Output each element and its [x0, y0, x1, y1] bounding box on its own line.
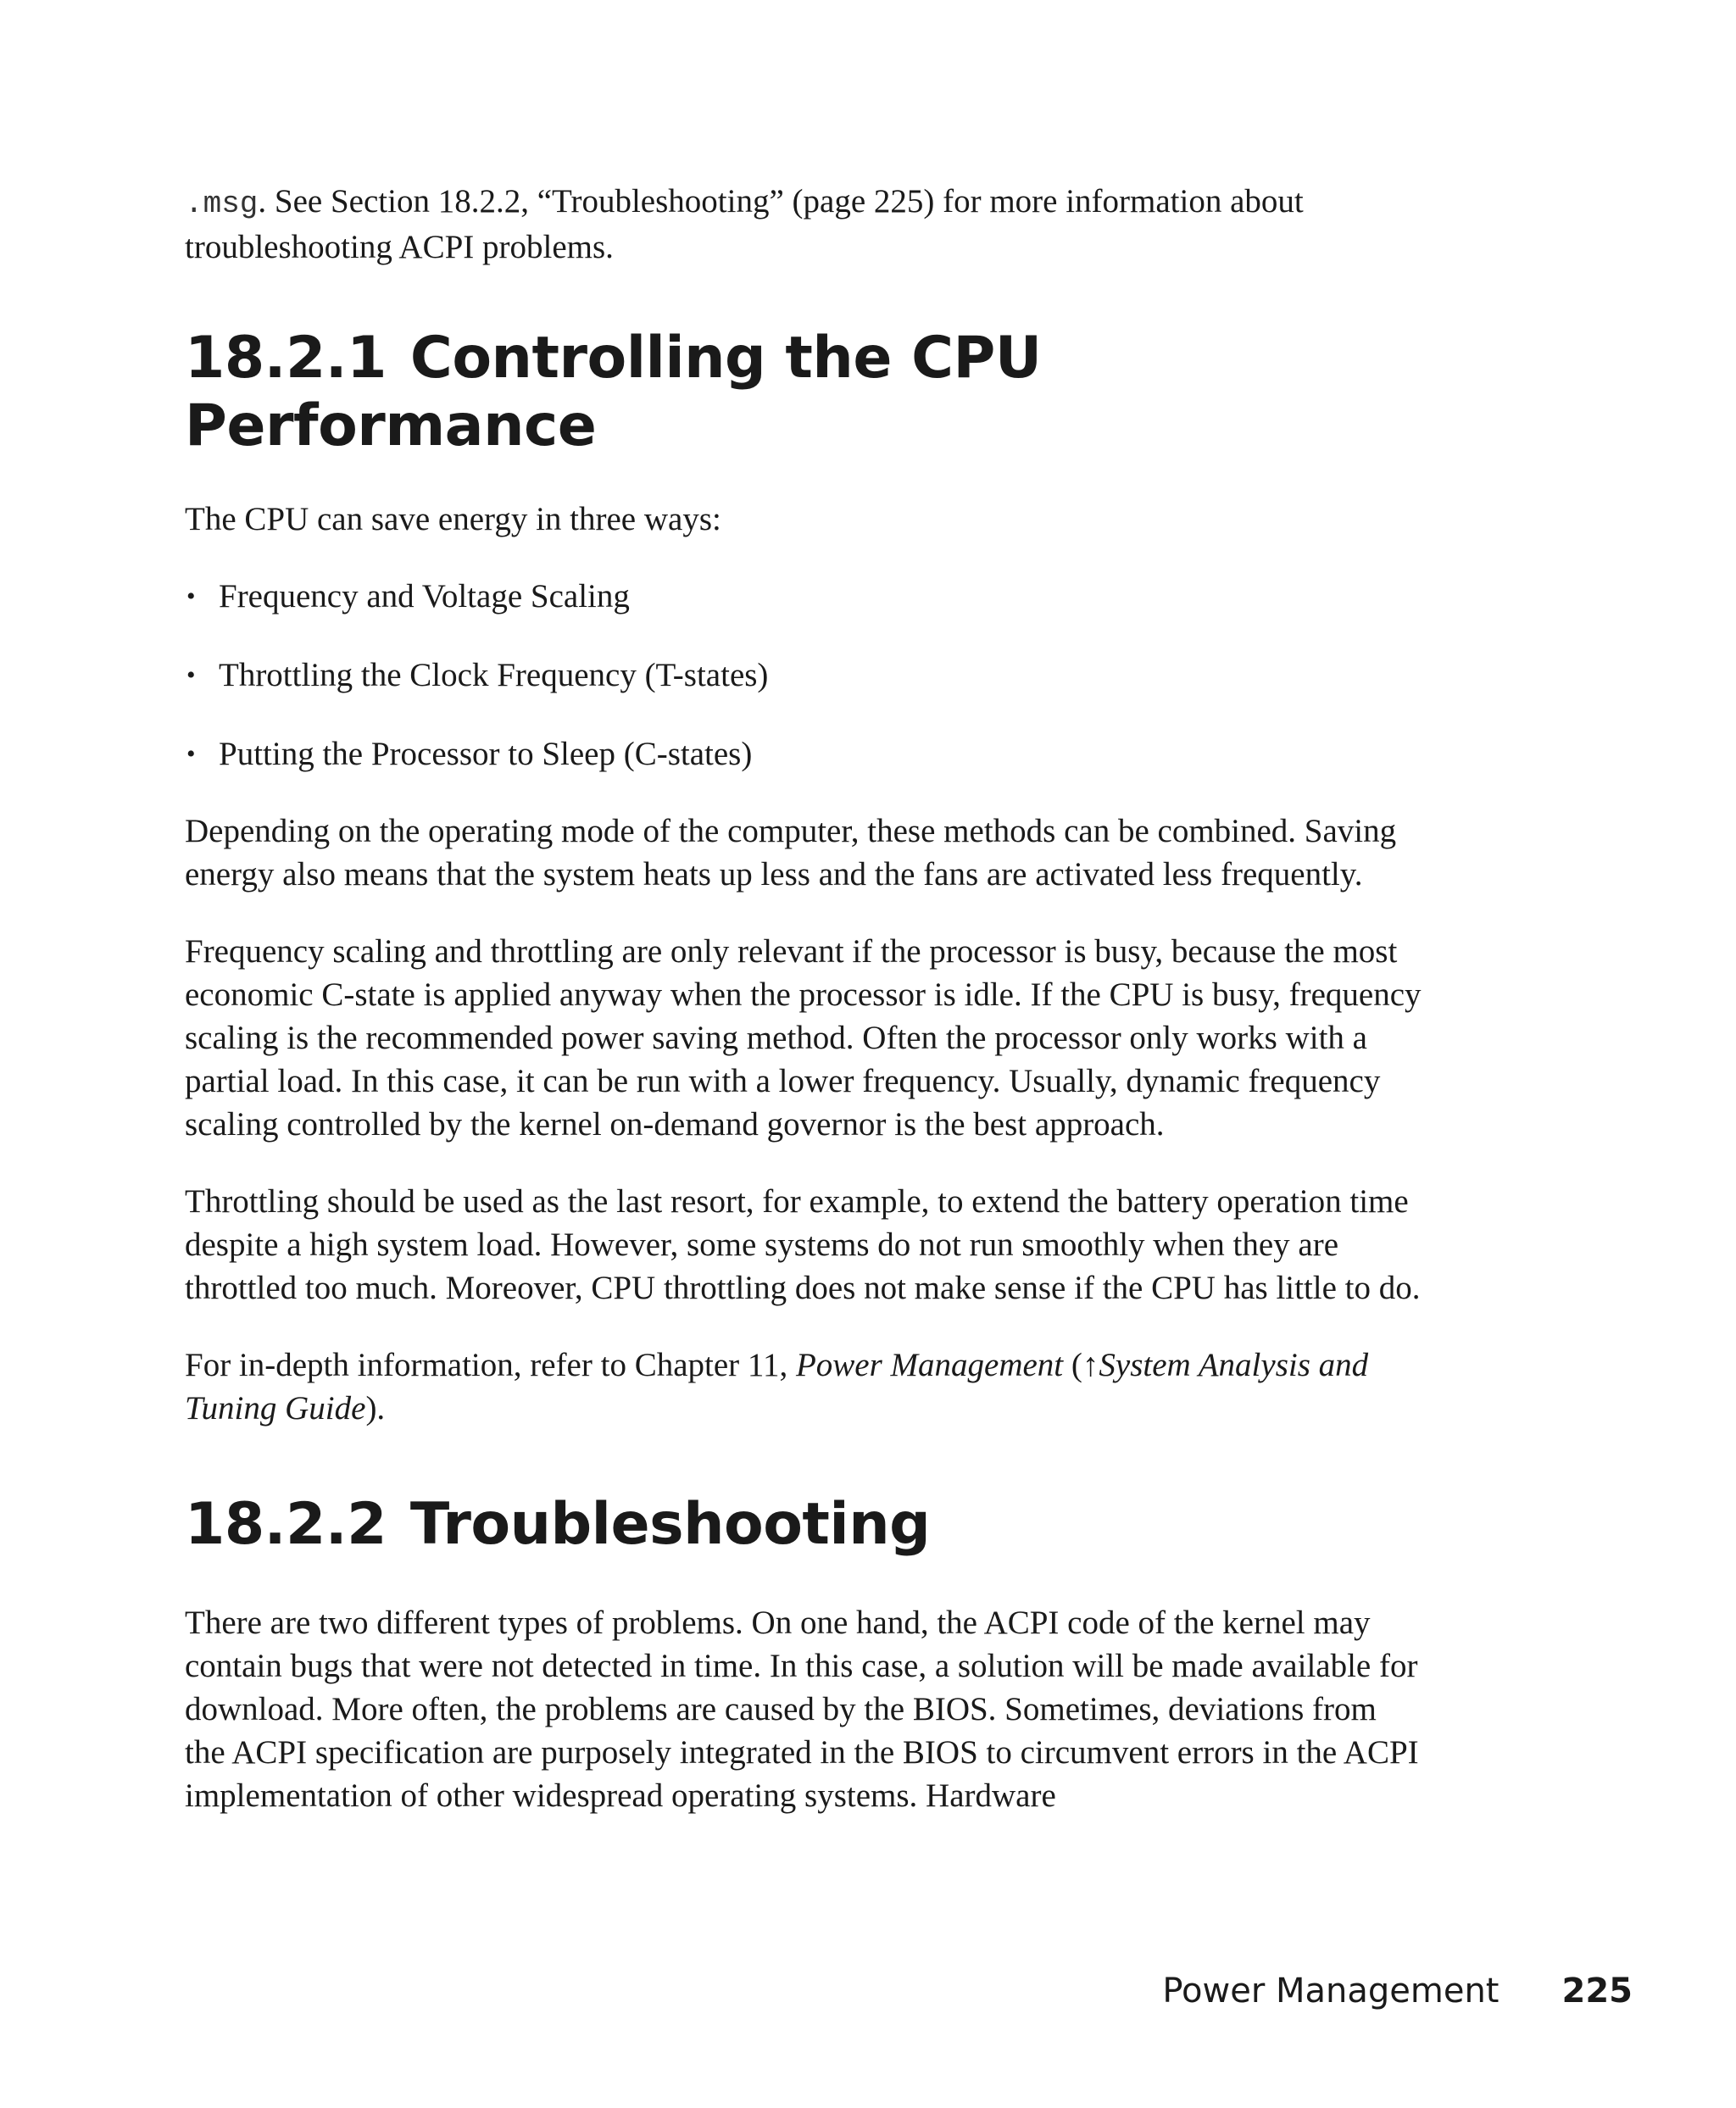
- bullet-icon: •: [186, 661, 196, 689]
- page-number: 225: [1561, 1972, 1633, 2011]
- body-paragraph: There are two different types of problems. On one hand, the ACPI code of the kernel may contain bugs that were not detected in time. In this case, a solution will be made available for download. More often, the problems are caused by the BIOS. Sometimes, deviations from the ACPI specification are purposely integrated in the BIOS to circumvent errors in the ACPI implementation of other widespread operating systems. Hardware: [185, 1605, 1419, 1814]
- reference-prefix: For in-depth information, refer to Chapter 11,: [185, 1347, 796, 1383]
- section-number: 18.2.1: [185, 325, 387, 392]
- bullet-icon: •: [186, 582, 196, 610]
- section-title: Controlling the CPU Performance: [185, 325, 1042, 459]
- section-heading-troubleshooting: [185, 1491, 1422, 1559]
- section-title: Troubleshooting: [409, 1491, 931, 1558]
- list-item: [185, 654, 1422, 697]
- inline-code: .msg: [185, 186, 259, 221]
- list-item: [185, 575, 1422, 618]
- body-paragraph: Depending on the operating mode of the computer, these methods can be combined. Saving energy also means that the system heats up less and the fans are activated less frequently.: [185, 813, 1397, 893]
- chapter-title-link[interactable]: Power Management: [795, 1347, 1064, 1383]
- page-body: [185, 180, 1422, 1851]
- reference-paragraph: [185, 1343, 1422, 1430]
- section-number: 18.2.2: [185, 1491, 387, 1558]
- body-paragraph: Throttling should be used as the last resort, for example, to extend the battery operation time despite a high system load. However, some systems do not run smoothly when they are throttled too much. Moreover, CPU throttling does not make sense if the CPU has little to do.: [185, 1183, 1421, 1306]
- reference-middle: (: [1063, 1347, 1082, 1383]
- body-paragraph: Frequency scaling and throttling are only relevant if the processor is busy, because the most economic C-state is applied anyway when the processor is idle. If the CPU is busy, frequency scaling is the recommended power saving method. Often the processor only works with a partial load. In this case, it can be run with a lower frequency. Usually, dynamic frequency scaling controlled by the kernel on-demand governor is the best approach.: [185, 933, 1422, 1143]
- guide-title-link[interactable]: System Analysis and Tuning Guide: [185, 1347, 1369, 1427]
- page-footer: [1162, 1970, 1633, 2012]
- intro-text: . See Section 18.2.2, “Troubleshooting” (page 225) for more information about troubleshooting ACPI problems.: [185, 183, 1304, 265]
- reference-suffix: ).: [365, 1390, 386, 1427]
- footer-chapter-title: Power Management: [1162, 1972, 1500, 2011]
- section-heading-cpu-performance: [185, 325, 1422, 460]
- intro-paragraph: [185, 180, 1422, 269]
- list-item-text: Putting the Processor to Sleep (C-states): [219, 736, 753, 772]
- list-item-text: Throttling the Clock Frequency (T-states): [219, 657, 769, 693]
- list-item-text: Frequency and Voltage Scaling: [219, 578, 630, 615]
- up-arrow-icon: ↑: [1082, 1347, 1099, 1383]
- list-item: [185, 732, 1422, 776]
- section-lead: The CPU can save energy in three ways:: [185, 501, 721, 537]
- energy-saving-methods-list: [185, 575, 1422, 776]
- bullet-icon: •: [186, 740, 196, 768]
